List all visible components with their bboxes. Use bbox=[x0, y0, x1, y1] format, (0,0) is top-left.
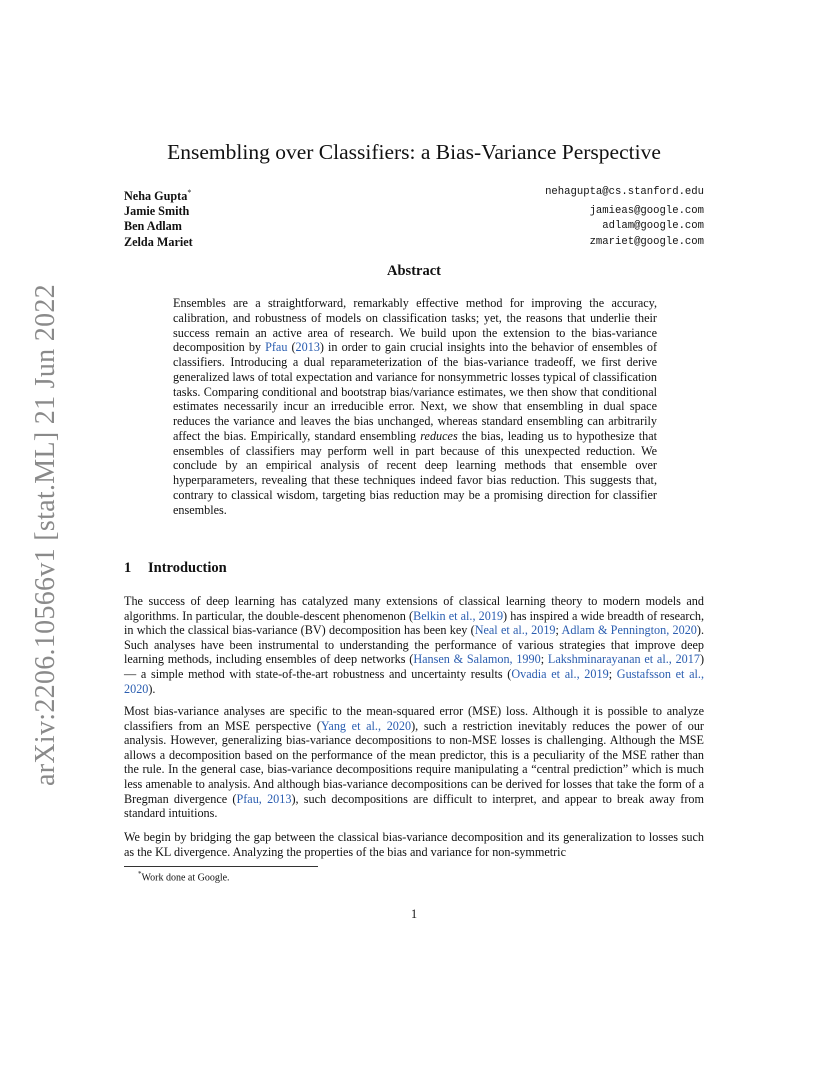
author-row bbox=[124, 185, 704, 204]
citation-link[interactable]: Pfau bbox=[265, 340, 288, 355]
author-row bbox=[124, 235, 704, 250]
citation-link[interactable]: Adlam & Pennington, 2020 bbox=[561, 623, 697, 638]
citation-link[interactable]: 2013 bbox=[295, 340, 320, 355]
author-row bbox=[124, 219, 704, 234]
author-name: Jamie Smith bbox=[124, 204, 190, 219]
page-number: 1 bbox=[410, 907, 418, 921]
section-heading: 1 Introduction bbox=[124, 560, 227, 576]
citation-link[interactable]: Belkin et al., 2019 bbox=[413, 608, 504, 623]
footnote-divider bbox=[124, 866, 318, 867]
citation-link[interactable]: Yang et al., 2020 bbox=[320, 718, 412, 733]
author-name: Ben Adlam bbox=[124, 219, 182, 234]
citation-link[interactable]: Neal et al., 2019 bbox=[474, 623, 556, 638]
citation-link[interactable]: Hansen & Salamon, 1990 bbox=[413, 652, 541, 667]
citation-link[interactable]: Ovadia et al., 2019 bbox=[511, 666, 609, 681]
author-name: Zelda Mariet bbox=[124, 234, 193, 249]
author-email: zmariet@google.com bbox=[589, 235, 704, 248]
author-email: nehagupta@cs.stanford.edu bbox=[545, 186, 704, 198]
author-email: adlam@google.com bbox=[602, 220, 704, 233]
paper-title: Ensembling over Classifiers: a Bias-Variance Perspective bbox=[167, 140, 661, 164]
citation-link[interactable]: Lakshminarayanan et al., 2017 bbox=[547, 652, 700, 667]
author-row bbox=[124, 204, 704, 219]
arxiv-identifier-stamp: arXiv:2206.10566v1 [stat.ML] 21 Jun 2022 bbox=[30, 284, 61, 786]
intro-paragraph: Most bias-variance analyses are specific to the mean-squared error (MSE) loss. Although it is possible to analyze classifiers from an MSE perspective (Yang et al., 2020), such a restriction inevitably reduces the power of our analysis. However, generalizing bias-variance decompositions to non-MSE losses is challenging. Although the MSE allows a decomposition based on the performance of the mean predictor, this is a peculiarity of the MSE rather than the rule. In the general case, bias-variance decompositions require manipulating a “central prediction” which is much less amenable to analysis. And although bias-variance decompositions can be derived for losses that take the form of a Bregman divergence (Pfau, 2013), such decompositions are difficult to interpret, and appear to break away from standard intuitions. bbox=[124, 704, 704, 821]
author-name: Neha Gupta* bbox=[124, 188, 192, 204]
author-email: jamieas@google.com bbox=[589, 205, 704, 218]
author-block bbox=[124, 185, 704, 250]
footnote: *Work done at Google. bbox=[138, 870, 230, 884]
intro-paragraph: We begin by bridging the gap between the classical bias-variance decomposition and its generalization to losses such as the KL divergence. Analyzing the properties of the bias and variance for non-symmetric bbox=[124, 830, 704, 859]
abstract-text: Ensembles are a straightforward, remarkably effective method for improving the accuracy, calibration, and robustness of models on classification tasks; yet, the reasons that underlie their success remain an active area of research. We build upon the extension to the bias-variance decomposition by Pfau (2013) in order to gain crucial insights into the behavior of ensembles of classifiers. Introducing a dual reparameterization of the bias-variance tradeoff, we first derive generalized laws of total expectation and variance for nonsymmetric losses typical of classification tasks. Comparing conditional and bootstrap bias/variance estimates, we then show that conditional estimates necessarily incur an irreducible error. Next, we show that ensembling in dual space reduces the variance and leaves the bias unchanged, whereas standard ensembling can arbitrarily affect the bias. Empirically, standard ensembling reduces the bias, leading us to hypothesize that ensembles of classifiers may perform well in part because of this unexpected reduction. We conclude by an empirical analysis of recent deep learning methods that ensemble over hyperparameters, revealing that these techniques indeed favor bias reduction. This suggests that, contrary to classical wisdom, targeting bias reduction may be a promising direction for classifier ensembles. bbox=[173, 296, 657, 517]
citation-link[interactable]: Gustafsson et al., 2020 bbox=[124, 666, 704, 696]
intro-paragraph: The success of deep learning has catalyzed many extensions of classical learning theory to modern models and algorithms. In particular, the double-descent phenomenon (Belkin et al., 2019) has inspired a wide breadth of research, in which the classical bias-variance (BV) decomposition has been key (Neal et al., 2019; Adlam & Pennington, 2020). Such analyses have been instrumental to understanding the performance of various strategies that improve deep learning methods, including ensembles of deep networks (Hansen & Salamon, 1990; Lakshminarayanan et al., 2017) — a simple method with state-of-the-art robustness and uncertainty results (Ovadia et al., 2019; Gustafsson et al., 2020). bbox=[124, 594, 705, 696]
citation-link[interactable]: Pfau, 2013 bbox=[236, 791, 292, 806]
abstract-heading: Abstract bbox=[387, 263, 441, 279]
